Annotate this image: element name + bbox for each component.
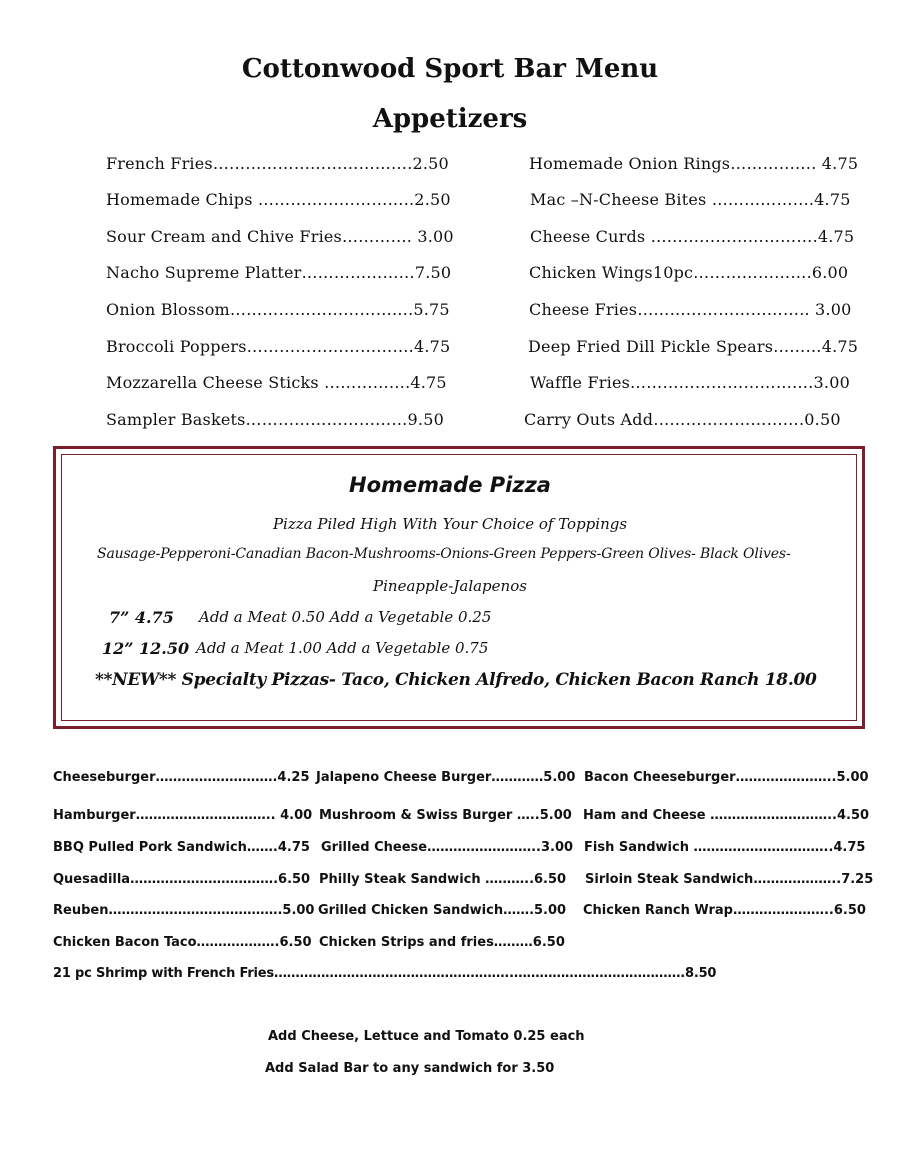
- sandwich-item: Grilled Cheese……………………..3.00: [321, 840, 574, 855]
- pizza-toppings: Sausage-Pepperoni-Canadian Bacon-Mushrooms-Onions-Green Peppers-Green Olives- Black Olives-: [97, 546, 791, 562]
- pizza-size-large: 12” 12.50: [102, 639, 190, 658]
- appetizers-heading: Appetizers: [372, 104, 528, 134]
- appetizer-item: French Fries……………………………….2.50: [106, 154, 449, 173]
- sandwich-item: Chicken Strips and fries………6.50: [319, 935, 565, 950]
- sandwich-item: Fish Sandwich …………………………..4.75: [584, 840, 866, 855]
- appetizer-item: Mac –N-Cheese Bites ……………….4.75: [530, 190, 851, 209]
- appetizer-item: Sampler Baskets…………………………9.50: [106, 410, 444, 429]
- sandwich-item: Quesadilla…………………………….6.50: [53, 872, 311, 887]
- appetizer-item: Homemade Chips ………………………..2.50: [106, 190, 451, 209]
- salad-bar-note: Add Salad Bar to any sandwich for 3.50: [265, 1061, 555, 1076]
- appetizer-item: Onion Blossom…………………………….5.75: [106, 300, 450, 319]
- pizza-size-large-addons: Add a Meat 1.00 Add a Vegetable 0.75: [196, 639, 489, 657]
- appetizer-item: Cheese Curds ………………………….4.75: [530, 227, 855, 246]
- pizza-toppings-cont: Pineapple-Jalapenos: [373, 577, 527, 595]
- sandwich-item: Chicken Bacon Taco……………….6.50: [53, 935, 312, 950]
- pizza-size-small: 7” 4.75: [109, 608, 174, 627]
- sandwich-item: Hamburger………………………….. 4.00: [53, 808, 313, 823]
- appetizer-item: Cheese Fries………………………….. 3.00: [529, 300, 852, 319]
- sandwich-item: Jalapeno Cheese Burger…………5.00: [316, 770, 576, 785]
- pizza-title: Homemade Pizza: [349, 473, 551, 497]
- appetizer-item: Mozzarella Cheese Sticks …………….4.75: [106, 373, 447, 392]
- sandwich-item: BBQ Pulled Pork Sandwich…….4.75: [53, 840, 310, 855]
- appetizer-item: Sour Cream and Chive Fries…………. 3.00: [106, 227, 454, 246]
- appetizer-item: Carry Outs Add……………………….0.50: [524, 410, 841, 429]
- sandwich-item: Bacon Cheeseburger…………………..5.00: [584, 770, 869, 785]
- sandwich-item: Reuben………………………………….5.00: [53, 903, 315, 918]
- appetizer-item: Chicken Wings10pc………………….6.00: [529, 263, 849, 282]
- appetizer-item: Deep Fried Dill Pickle Spears………4.75: [528, 337, 859, 356]
- sandwich-item: Grilled Chicken Sandwich…….5.00: [318, 903, 567, 918]
- sandwich-item: Ham and Cheese ………………………..4.50: [583, 808, 870, 823]
- sandwich-item: Sirloin Steak Sandwich………………..7.25: [585, 872, 874, 887]
- specialty-pizzas: **NEW** Specialty Pizzas- Taco, Chicken Alfredo, Chicken Bacon Ranch 18.00: [95, 670, 817, 690]
- sandwich-item: Chicken Ranch Wrap…………………..6.50: [583, 903, 866, 918]
- sandwich-item: Philly Steak Sandwich ………..6.50: [319, 872, 567, 887]
- appetizer-item: Homemade Onion Rings……………. 4.75: [529, 154, 859, 173]
- menu-title: Cottonwood Sport Bar Menu: [241, 54, 659, 84]
- appetizer-item: Waffle Fries…………………………….3.00: [530, 373, 850, 392]
- addon-note: Add Cheese, Lettuce and Tomato 0.25 each: [268, 1029, 585, 1044]
- pizza-subtitle: Pizza Piled High With Your Choice of Toppings: [272, 515, 628, 533]
- shrimp-item: 21 pc Shrimp with French Fries………………………………………………..………………………………….8.50: [53, 966, 717, 981]
- appetizer-item: Nacho Supreme Platter…………………7.50: [106, 263, 452, 282]
- pizza-size-small-addons: Add a Meat 0.50 Add a Vegetable 0.25: [199, 608, 492, 626]
- sandwich-item: Mushroom & Swiss Burger …..5.00: [319, 808, 572, 823]
- sandwich-item: Cheeseburger……………………….4.25: [53, 770, 310, 785]
- appetizer-item: Broccoli Poppers………………………….4.75: [106, 337, 451, 356]
